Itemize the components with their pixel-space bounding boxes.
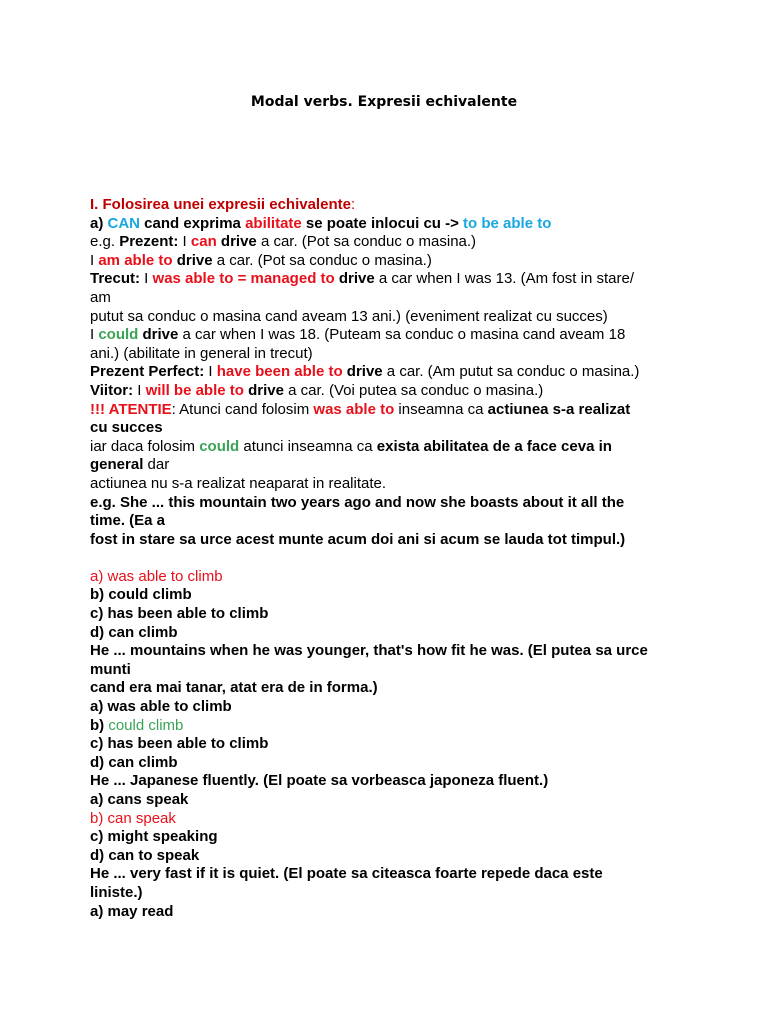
text-segment: fost in stare sa urce acest munte acum doi ani si acum se lauda tot timpul.) xyxy=(90,530,626,548)
text-segment: exista abilitatea de a face ceva in xyxy=(376,437,612,455)
text-segment: se poate inlocui cu -> xyxy=(301,214,464,232)
text-segment: : xyxy=(350,196,356,213)
text-segment: = xyxy=(237,270,247,288)
text-line xyxy=(90,438,690,457)
text-segment: general xyxy=(90,456,144,474)
text-line xyxy=(90,252,690,271)
text-line xyxy=(90,531,690,550)
text-segment: a car. (Am putut sa conduc o masina.) xyxy=(382,363,640,381)
text-segment: b) can speak xyxy=(90,809,176,827)
text-line xyxy=(90,401,690,420)
text-segment: !!! ATENTIE xyxy=(90,400,172,418)
text-line xyxy=(90,810,690,829)
text-segment: cand exprima xyxy=(140,214,246,232)
text-segment: I xyxy=(90,326,99,344)
text-line xyxy=(90,475,690,494)
text-segment: a car when I was 18. (Puteam sa conduc o masina cand aveam 18 xyxy=(178,326,626,344)
text-line xyxy=(90,754,690,773)
text-line xyxy=(90,363,690,382)
document-body xyxy=(90,196,690,921)
text-segment: d) can climb xyxy=(90,623,178,641)
text-segment: could climb xyxy=(108,716,184,734)
text-line xyxy=(90,772,690,791)
text-segment: was able to xyxy=(152,270,234,288)
text-segment: a) xyxy=(90,214,108,232)
text-segment: I xyxy=(204,363,217,381)
text-line xyxy=(90,679,690,698)
text-line xyxy=(90,512,690,531)
text-segment: a) was able to climb xyxy=(90,698,232,716)
text-segment: am xyxy=(90,288,111,306)
text-segment: c) might speaking xyxy=(90,828,218,846)
text-segment: a) may read xyxy=(90,902,174,920)
text-segment: d) can to speak xyxy=(90,846,200,864)
text-segment: b) xyxy=(90,716,109,734)
text-line xyxy=(90,791,690,810)
text-segment: could xyxy=(199,437,240,455)
text-segment: a) was able to climb xyxy=(90,567,223,585)
text-line xyxy=(90,196,690,215)
text-line xyxy=(90,568,690,587)
text-segment: I xyxy=(178,233,191,251)
text-segment: have been able to xyxy=(216,363,343,381)
text-line xyxy=(90,661,690,680)
text-segment: could xyxy=(98,326,139,344)
text-segment: actiunea nu s-a realizat neaparat in realitate. xyxy=(90,474,387,492)
text-segment: drive xyxy=(338,270,375,288)
text-line xyxy=(90,624,690,643)
text-line xyxy=(90,847,690,866)
text-line xyxy=(90,605,690,624)
text-segment: to be able to xyxy=(463,214,552,232)
text-segment: He ... Japanese fluently. (El poate sa vorbeasca japoneza fluent.) xyxy=(90,772,549,790)
text-segment: putut sa conduc o masina cand aveam 13 ani.) (eveniment realizat cu succes) xyxy=(90,307,608,325)
text-segment: actiunea s-a realizat xyxy=(487,400,631,418)
text-line xyxy=(90,865,690,884)
text-line xyxy=(90,494,690,513)
text-segment: cand era mai tanar, atat era de in forma.) xyxy=(90,679,378,697)
text-line xyxy=(90,215,690,234)
text-segment: drive xyxy=(176,251,213,269)
text-line xyxy=(90,735,690,754)
text-segment: am able to xyxy=(98,251,173,269)
text-line xyxy=(90,828,690,847)
text-segment: iar daca folosim xyxy=(90,437,200,455)
text-segment: He ... very fast if it is quiet. (El poate sa citeasca foarte repede daca este xyxy=(90,865,603,883)
text-segment: drive xyxy=(220,233,257,251)
text-segment: Prezent: xyxy=(119,233,179,251)
text-line xyxy=(90,642,690,661)
page-title: Modal verbs. Expresii echivalente xyxy=(250,94,518,110)
text-segment: ani.) (abilitate in general in trecut) xyxy=(90,344,313,362)
text-segment: I xyxy=(133,381,146,399)
text-segment: c) has been able to climb xyxy=(90,735,269,753)
text-segment: a car. (Pot sa conduc o masina.) xyxy=(212,251,432,269)
text-line xyxy=(90,884,690,903)
text-line xyxy=(90,233,690,252)
text-segment: a car. (Voi putea sa conduc o masina.) xyxy=(283,381,544,399)
text-segment: drive xyxy=(346,363,383,381)
text-segment: c) has been able to climb xyxy=(90,605,269,623)
text-line xyxy=(90,289,690,308)
text-segment: time. (Ea a xyxy=(90,512,166,530)
text-line xyxy=(90,326,690,345)
text-segment: abilitate xyxy=(245,214,302,232)
text-segment: dar xyxy=(143,456,170,474)
text-segment: e.g. xyxy=(90,233,120,251)
text-segment: a) cans speak xyxy=(90,791,189,808)
text-segment: managed to xyxy=(250,270,335,288)
text-segment: can xyxy=(190,233,217,251)
text-segment: was able to xyxy=(313,400,395,418)
text-segment: d) can climb xyxy=(90,753,178,771)
text-line xyxy=(90,345,690,364)
text-segment: munti xyxy=(90,660,131,678)
text-segment: I xyxy=(90,251,99,269)
text-line xyxy=(90,456,690,475)
text-line xyxy=(90,549,690,568)
text-segment: e.g. She ... this mountain two years ago and now she boasts about it all the xyxy=(90,493,625,511)
text-segment: cu succes xyxy=(90,419,163,437)
text-line xyxy=(90,382,690,401)
text-segment: drive xyxy=(248,381,284,399)
text-segment: b) could climb xyxy=(90,586,192,604)
text-line xyxy=(90,419,690,438)
text-segment: I. Folosirea unei expresii echivalente xyxy=(90,196,351,213)
text-line xyxy=(90,717,690,736)
text-segment: Trecut: xyxy=(90,270,141,288)
text-segment: will be able to xyxy=(145,381,244,399)
text-segment: Prezent Perfect: xyxy=(90,363,205,381)
text-segment: inseamna ca xyxy=(394,400,488,418)
text-segment: CAN xyxy=(107,214,141,232)
text-segment: drive xyxy=(142,326,179,344)
text-line xyxy=(90,270,690,289)
text-line xyxy=(90,903,690,922)
text-segment: : Atunci cand folosim xyxy=(171,400,314,418)
text-line xyxy=(90,586,690,605)
text-segment: atunci inseamna ca xyxy=(239,437,377,455)
text-segment: liniste.) xyxy=(90,883,143,901)
text-segment: a car when I was 13. (Am fost in stare/ xyxy=(374,270,634,288)
text-segment: He ... mountains when he was younger, that's how fit he was. (El putea sa urce xyxy=(90,642,648,660)
text-line xyxy=(90,698,690,717)
text-segment: I xyxy=(140,270,153,288)
text-line xyxy=(90,308,690,327)
text-segment: Viitor: xyxy=(90,381,134,399)
text-segment: a car. (Pot sa conduc o masina.) xyxy=(256,233,477,251)
